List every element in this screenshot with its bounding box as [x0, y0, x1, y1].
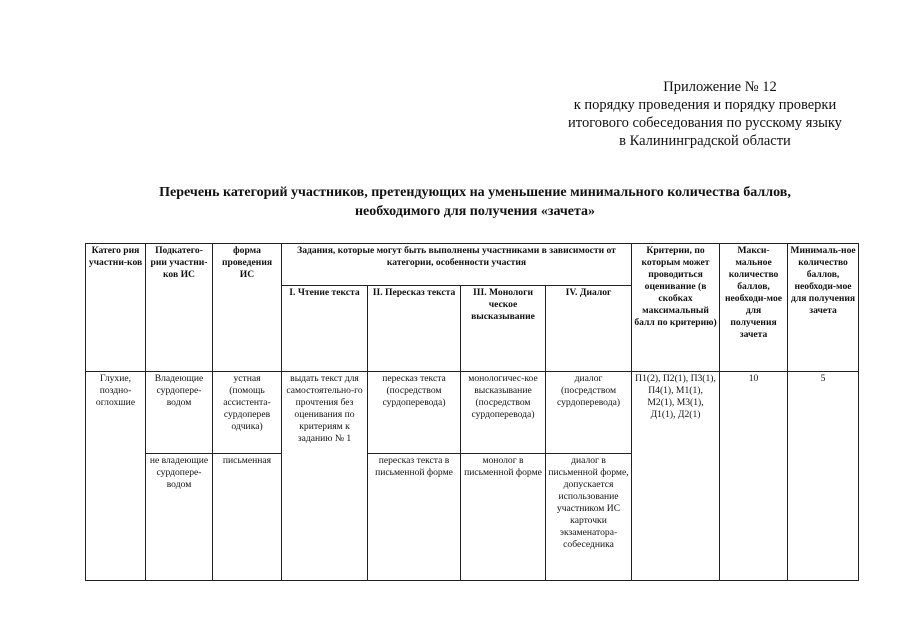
header-task3: III. Монологи ческое высказывание	[461, 286, 546, 372]
task1-shared: выдать текст для самостоятельно-го прочтения без оценивания по критериям к заданию № 1	[282, 372, 368, 581]
row2-task2: пересказ текста в письменной форме	[368, 454, 461, 581]
appendix-subtitle-3: в Калининградской области	[619, 133, 791, 149]
category-cell: Глухие, поздно-оглохшие	[86, 372, 146, 581]
max-score-shared: 10	[720, 372, 788, 581]
header-tasks-group: Задания, которые могут быть выполнены участниками в зависимости от категории, особенности участия	[282, 244, 632, 286]
row1-task2: пересказ текста (посредством сурдоперевода)	[368, 372, 461, 454]
header-form: форма проведения ИС	[213, 244, 282, 372]
categories-table	[85, 243, 859, 581]
document-title-line2: необходимого для получения «зачета»	[354, 204, 596, 219]
row1-task3: монологичес-кое высказывание (посредством сурдоперевода)	[461, 372, 546, 454]
row2-form: письменная	[213, 454, 282, 581]
row1-form: устная (помощь ассистента-сурдоперев одчика)	[213, 372, 282, 454]
header-task1: I. Чтение текста	[282, 286, 368, 372]
row1-subcategory: Владеющие сурдопере-водом	[146, 372, 213, 454]
min-score-shared: 5	[788, 372, 859, 581]
document-title-line1: Перечень категорий участников, претендующих на уменьшение минимального количества баллов,	[159, 185, 791, 200]
row2-task3: монолог в письменной форме	[461, 454, 546, 581]
header-category: Катего рия участни-ков	[86, 244, 146, 372]
criteria-shared: П1(2), П2(1), П3(1), П4(1), М1(1), М2(1), М3(1), Д1(1), Д2(1)	[632, 372, 720, 581]
row2-task4: диалог в письменной форме, допускается использование участником ИС карточки экзаменатора-собеседника	[546, 454, 632, 581]
header-task4: IV. Диалог	[546, 286, 632, 372]
header-max-score: Макси-мальное количество баллов, необходи-мое для получения зачета	[720, 244, 788, 372]
document-title	[80, 183, 870, 221]
header-subcategory: Подкатего-рии участни-ков ИС	[146, 244, 213, 372]
row2-subcategory: не владеющие сурдопере-водом	[146, 454, 213, 581]
header-criteria: Критерии, по которым может проводиться оценивание (в скобках максимальный балл по критерию)	[632, 244, 720, 372]
appendix-header	[520, 78, 890, 150]
row1-task4: диалог (посредством сурдоперевода)	[546, 372, 632, 454]
header-task2: II. Пересказ текста	[368, 286, 461, 372]
appendix-number: Приложение № 12	[663, 79, 777, 95]
appendix-subtitle-1: к порядку проведения и порядку проверки	[573, 97, 837, 113]
appendix-subtitle-2: итогового собеседования по русскому языку	[568, 115, 842, 131]
header-min-score: Минималь-ное количество баллов, необходи-мое для получения зачета	[788, 244, 859, 372]
